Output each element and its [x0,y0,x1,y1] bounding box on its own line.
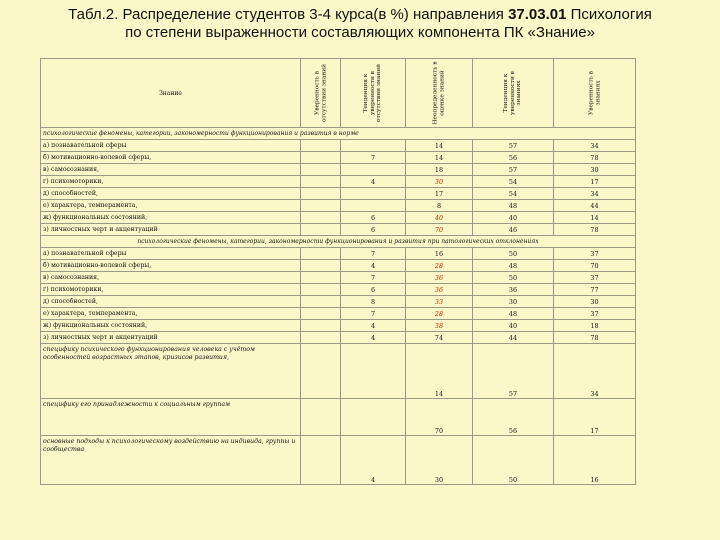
row-label: ж) функциональных состояний, [41,320,301,332]
cell-value: 4 [341,176,406,188]
cell-value [301,284,341,296]
cell-value: 78 [554,152,636,164]
cell-value: 18 [406,164,473,176]
cell-value: 6 [341,212,406,224]
corner-label: Знание [41,59,301,128]
cell-value: 46 [473,224,554,236]
table-row [41,320,636,332]
cell-value [301,332,341,344]
cell-value [301,436,341,485]
cell-value: 44 [554,200,636,212]
cell-value: 18 [554,320,636,332]
column-header-label: Уверенность в отсутствии знаний [313,64,327,122]
section-header-row [41,128,636,140]
cell-value: 56 [473,399,554,436]
table-row [41,260,636,272]
row-label: е) характера, темперамента, [41,308,301,320]
cell-value: 7 [341,272,406,284]
cell-value: 4 [341,436,406,485]
cell-value: 44 [473,332,554,344]
table-row [41,164,636,176]
cell-value [341,164,406,176]
cell-value: 16 [554,436,636,485]
cell-value: 40 [406,212,473,224]
cell-value: 77 [554,284,636,296]
cell-value: 36 [406,284,473,296]
table-row [41,224,636,236]
column-header [554,59,636,128]
cell-value: 78 [554,332,636,344]
row-label: ж) функциональных состояний, [41,212,301,224]
cell-value: 78 [554,224,636,236]
cell-value [301,152,341,164]
cell-value [341,200,406,212]
row-label: специфику его принадлежности к социальным группам [41,399,301,436]
cell-value: 50 [473,248,554,260]
table-row [41,176,636,188]
title-text-end: Психология [566,6,652,23]
row-label: з) личностных черт и акцентуаций [41,224,301,236]
cell-value [301,140,341,152]
cell-value [341,188,406,200]
cell-value [301,344,341,399]
row-label: а) познавательной сферы [41,140,301,152]
cell-value: 28 [406,260,473,272]
table-row [41,272,636,284]
cell-value: 30 [406,436,473,485]
cell-value [301,224,341,236]
column-header [301,59,341,128]
row-label: д) способностей, [41,188,301,200]
cell-value: 57 [473,344,554,399]
cell-value: 38 [406,320,473,332]
cell-value: 6 [341,284,406,296]
distribution-table [40,58,636,485]
row-label: г) психомоторики, [41,176,301,188]
page-title [0,6,720,42]
cell-value [301,248,341,260]
cell-value: 37 [554,248,636,260]
cell-value [301,188,341,200]
column-header-label: Тенденция к уверенности в знаниях [503,71,523,115]
table-row [41,332,636,344]
row-label: в) самосознания, [41,272,301,284]
section-label: психологические феномены, категории, закономерности функционирования и развития при патологических отклонениях [41,236,636,248]
title-line-2: по степени выраженности составляющих компонента ПК «Знание» [125,24,595,41]
cell-value: 36 [473,284,554,296]
row-label: основные подходы к психологическому воздействию на индивида, группы и сообщества [41,436,301,485]
table-row [41,436,636,485]
cell-value: 37 [554,272,636,284]
title-text: Табл.2. Распределение студентов 3-4 курса(в %) направления [68,6,509,23]
cell-value [341,344,406,399]
cell-value: 14 [406,152,473,164]
cell-value: 4 [341,320,406,332]
cell-value: 30 [554,296,636,308]
cell-value: 56 [473,152,554,164]
row-label: б) мотивационно-волевой сферы, [41,260,301,272]
cell-value: 33 [406,296,473,308]
cell-value: 8 [406,200,473,212]
row-label: з) личностных черт и акцентуаций [41,332,301,344]
cell-value: 16 [406,248,473,260]
table-row [41,200,636,212]
cell-value: 14 [554,212,636,224]
row-label: г) психомоторики, [41,284,301,296]
row-label: б) мотивационно-волевой сферы, [41,152,301,164]
cell-value [341,140,406,152]
table-body [41,128,636,485]
cell-value [301,320,341,332]
cell-value [301,200,341,212]
column-header-label: Неопределенность в оценке знаний [432,61,445,125]
cell-value: 7 [341,308,406,320]
row-label: д) способностей, [41,296,301,308]
row-label: а) познавательной сферы [41,248,301,260]
table-row [41,140,636,152]
cell-value: 50 [473,272,554,284]
cell-value: 54 [473,188,554,200]
table-row [41,284,636,296]
cell-value: 48 [473,260,554,272]
cell-value: 30 [406,176,473,188]
cell-value: 30 [554,164,636,176]
cell-value [301,272,341,284]
cell-value: 54 [473,176,554,188]
cell-value: 7 [341,152,406,164]
column-header-label: Тенденция к уверенности в отсутствии знаний [363,64,383,122]
cell-value: 30 [473,296,554,308]
table-row [41,152,636,164]
cell-value [301,260,341,272]
cell-value: 17 [406,188,473,200]
cell-value: 6 [341,224,406,236]
cell-value: 37 [554,308,636,320]
cell-value: 70 [406,399,473,436]
table-row [41,344,636,399]
cell-value: 34 [554,188,636,200]
column-header [406,59,473,128]
table-row [41,188,636,200]
cell-value: 70 [406,224,473,236]
cell-value: 57 [473,140,554,152]
program-code: 37.03.01 [508,6,567,23]
cell-value: 40 [473,320,554,332]
cell-value: 7 [341,248,406,260]
table-row [41,248,636,260]
title-line-1 [0,6,720,24]
cell-value: 48 [473,200,554,212]
cell-value: 17 [554,176,636,188]
cell-value: 4 [341,332,406,344]
row-label: в) самосознания, [41,164,301,176]
cell-value [301,176,341,188]
cell-value: 4 [341,260,406,272]
cell-value: 74 [406,332,473,344]
cell-value: 28 [406,308,473,320]
table-row [41,399,636,436]
cell-value: 50 [473,436,554,485]
cell-value: 14 [406,344,473,399]
section-label: психологические феномены, категории, закономерности функционирования и развития в норме [41,128,636,140]
table-row [41,308,636,320]
cell-value: 8 [341,296,406,308]
table-row [41,212,636,224]
table-row [41,296,636,308]
cell-value [301,212,341,224]
cell-value: 17 [554,399,636,436]
column-header-label: Уверенность в знаниях [587,71,601,115]
cell-value: 36 [406,272,473,284]
row-label: специфику психического функционирования человека с учётом особенностей возрастных этапов, кризисов развития, [41,344,301,399]
cell-value: 34 [554,344,636,399]
section-header-row [41,236,636,248]
column-header [473,59,554,128]
cell-value: 70 [554,260,636,272]
cell-value: 40 [473,212,554,224]
cell-value [301,296,341,308]
row-label: е) характера, темперамента, [41,200,301,212]
cell-value [301,308,341,320]
cell-value [341,399,406,436]
cell-value [301,399,341,436]
cell-value: 48 [473,308,554,320]
column-header [341,59,406,128]
cell-value: 14 [406,140,473,152]
cell-value: 57 [473,164,554,176]
cell-value [301,164,341,176]
table-header-row [41,59,636,128]
cell-value: 34 [554,140,636,152]
